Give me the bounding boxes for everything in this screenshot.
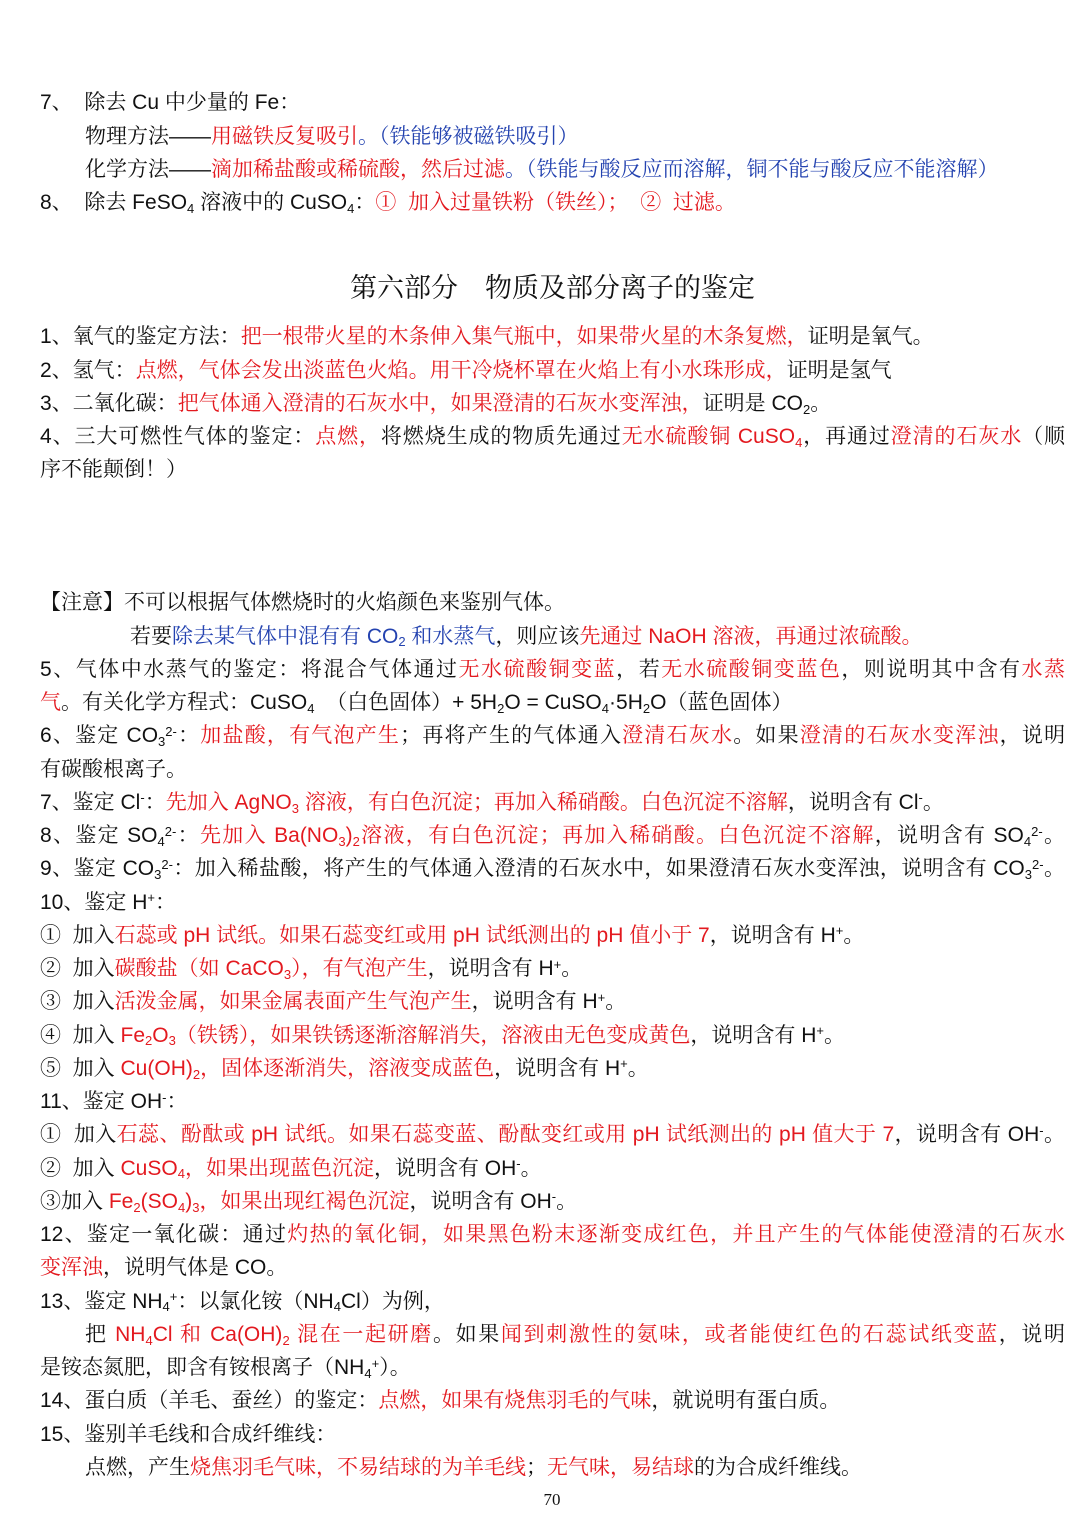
text-run: 序不能颠倒！） bbox=[40, 458, 187, 482]
superscript: + bbox=[371, 1355, 380, 1371]
red-key-text: 先加入 AgNO bbox=[165, 790, 292, 814]
subscript: 3 bbox=[158, 734, 166, 750]
red-key-text: ) bbox=[345, 824, 353, 848]
content-line bbox=[40, 819, 1065, 852]
text-run: 。 bbox=[561, 957, 583, 981]
text-run: 3、二氧化碳： bbox=[40, 391, 178, 415]
red-key-text: ) bbox=[185, 1189, 193, 1213]
content-line bbox=[40, 919, 1065, 952]
red-key-text: 混在一起研磨 bbox=[289, 1322, 433, 1346]
superscript: + bbox=[597, 989, 606, 1005]
red-key-text: ），有气泡产生 bbox=[291, 957, 428, 981]
red-key-text: 把气体通入澄清的石灰水中，如果澄清的石灰水变浑浊， bbox=[177, 391, 703, 415]
red-key-text: 用磁铁反复吸引 bbox=[211, 124, 358, 148]
red-key-text: 无水硫酸铜变蓝 bbox=[458, 657, 617, 681]
text-run: ，说明含有 OH bbox=[409, 1189, 552, 1213]
superscript: 2- bbox=[161, 856, 173, 872]
subscript: 3 bbox=[283, 966, 292, 982]
red-key-text: 点燃， bbox=[315, 425, 381, 449]
red-key-text: 点燃，如果有烧焦羽毛的气味 bbox=[378, 1389, 652, 1413]
text-run: 15、鉴别羊毛线和合成纤维线： bbox=[40, 1422, 337, 1446]
red-key-text: 烧焦羽毛气味，不易结球的为羊毛线 bbox=[190, 1455, 526, 1479]
text-run: 有碳酸根离子。 bbox=[40, 757, 187, 781]
content-line bbox=[40, 1451, 1065, 1484]
text-run: 。 bbox=[1043, 1123, 1065, 1147]
gas-result-line-co bbox=[40, 520, 1065, 553]
subscript: 4 bbox=[795, 434, 803, 450]
text-run: ，说明含有 H bbox=[427, 957, 554, 981]
gas-result-line-ch4 bbox=[40, 553, 1065, 586]
gas-result-line-h2 bbox=[40, 487, 1065, 520]
text-run: O = CuSO bbox=[504, 691, 602, 715]
text-run: 。 bbox=[843, 923, 865, 947]
text-run: ，就说明有蛋白质。 bbox=[651, 1389, 841, 1413]
subscript: 2 bbox=[803, 401, 811, 417]
subscript: 4 bbox=[601, 700, 610, 716]
text-run: 。 bbox=[605, 990, 627, 1014]
text-run: 是铵态氮肥，即含有铵根离子（NH bbox=[40, 1356, 365, 1380]
superscript: - bbox=[918, 790, 923, 806]
text-run: O（蓝色固体） bbox=[650, 691, 793, 715]
superscript: - bbox=[551, 1189, 557, 1205]
subscript: 3 bbox=[154, 867, 162, 883]
text-run: ： bbox=[144, 790, 166, 814]
content-line bbox=[40, 1085, 1065, 1118]
text-run: 证明是氢气 bbox=[786, 358, 892, 382]
content-line bbox=[40, 1285, 1065, 1318]
red-key-text: ① 加入过量铁粉（铁丝）； ② 过滤。 bbox=[375, 191, 736, 215]
superscript: - bbox=[140, 790, 145, 806]
red-key-text: 水蒸 bbox=[1021, 657, 1065, 681]
subscript: 2 bbox=[497, 700, 505, 716]
red-key-text: 澄清的石灰水变浑浊 bbox=[799, 724, 1000, 748]
red-key-text: 无水硫酸铜变蓝色 bbox=[661, 657, 842, 681]
text-run: ：以氯化铵（NH bbox=[177, 1289, 334, 1313]
red-key-text: 气 bbox=[40, 691, 61, 715]
text-run: （白色固体）+ 5H bbox=[314, 691, 498, 715]
text-run: ，若 bbox=[616, 657, 662, 681]
content-line bbox=[40, 1118, 1065, 1151]
text-run: ： bbox=[354, 191, 376, 215]
content-line bbox=[40, 1218, 1065, 1251]
subscript: 4 bbox=[162, 1299, 170, 1315]
subscript: 2 bbox=[352, 833, 360, 849]
text-run: ，则说明其中含有 bbox=[841, 657, 1022, 681]
subscript: 4 bbox=[333, 1299, 341, 1315]
text-run: （顺 bbox=[1022, 425, 1065, 449]
content-line bbox=[40, 786, 1065, 819]
text-run: ① 加入 bbox=[40, 923, 115, 947]
text-run: 12、鉴定一氧化碳：通过 bbox=[40, 1223, 288, 1247]
text-run: ）。 bbox=[379, 1356, 411, 1380]
text-run: ⑤ 加入 bbox=[40, 1056, 121, 1080]
red-key-text: 加盐酸，有气泡产生 bbox=[200, 724, 401, 748]
text-run: ，则应该 bbox=[495, 624, 580, 648]
blue-note-text: 。（铁能与酸反应而溶解，铜不能与酸反应不能溶解） bbox=[505, 158, 999, 182]
content-line bbox=[40, 453, 1065, 486]
red-key-text: 溶液，有白色沉淀；再加入稀硝酸。白色沉淀不溶解 bbox=[298, 790, 788, 814]
subscript: 4 bbox=[177, 1166, 185, 1182]
text-run: ： bbox=[176, 824, 200, 848]
red-key-text: 先加入 Ba(NO bbox=[199, 824, 339, 848]
red-key-text: 先通过 NaOH 溶液，再通过浓硫酸。 bbox=[579, 624, 923, 648]
red-key-text: 活泼金属，如果金属表面产生气泡产生 bbox=[114, 990, 472, 1014]
item-7-line bbox=[40, 86, 1065, 119]
subscript: 2 bbox=[642, 700, 651, 716]
subscript: 3 bbox=[1024, 867, 1032, 883]
text-run: ： bbox=[176, 724, 201, 748]
content-line bbox=[40, 1384, 1065, 1417]
text-run: 4、三大可燃性气体的鉴定： bbox=[40, 425, 316, 449]
superscript: 2- bbox=[164, 823, 177, 839]
text-run: 8、 除去 FeSO bbox=[40, 191, 188, 215]
item-8-line bbox=[40, 186, 1065, 219]
text-run: 7、 除去 Cu 中少量的 Fe： bbox=[40, 91, 301, 115]
content-line bbox=[40, 852, 1065, 885]
subscript: 4 bbox=[157, 833, 165, 849]
text-run: 将燃烧生成的物质先通过 bbox=[380, 425, 622, 449]
text-run: 。 bbox=[627, 1056, 649, 1080]
red-key-text: 把一根带火星的木条伸入集气瓶中，如果带火星的木条复燃， bbox=[240, 325, 808, 349]
superscript: + bbox=[816, 1023, 824, 1039]
subscript: 2 bbox=[192, 1066, 201, 1082]
red-key-text: NH bbox=[115, 1322, 146, 1346]
text-run: 点燃，产生 bbox=[85, 1455, 190, 1479]
subscript: 4 bbox=[1023, 833, 1032, 849]
blue-note-text: 除去某气体中混有有 CO bbox=[172, 624, 399, 648]
content-line bbox=[40, 886, 1065, 919]
identification-section bbox=[40, 320, 1070, 1484]
red-key-text: 无气味，易结球 bbox=[547, 1455, 694, 1479]
red-key-text: Cu(OH) bbox=[120, 1056, 193, 1080]
text-run: 14、蛋白质（羊毛、蚕丝）的鉴定： bbox=[40, 1389, 379, 1413]
content-line bbox=[40, 387, 1065, 420]
text-run: 证明是氧气。 bbox=[807, 325, 934, 349]
subscript: 4 bbox=[177, 1199, 186, 1215]
text-run: 。如果 bbox=[432, 1322, 501, 1346]
text-run: 。如果 bbox=[733, 724, 800, 748]
content-line bbox=[40, 1418, 1065, 1451]
text-run: ② 加入 bbox=[40, 1156, 121, 1180]
red-key-text: 溶液，有白色沉淀；再加入稀硝酸。白色沉淀不溶解 bbox=[359, 824, 875, 848]
subscript: 4 bbox=[307, 700, 315, 716]
text-run: 7、鉴定 Cl bbox=[40, 790, 141, 814]
text-run: 13、鉴定 NH bbox=[40, 1289, 163, 1313]
chemical-method-line bbox=[40, 153, 1065, 186]
text-run: ② 加入 bbox=[40, 957, 115, 981]
text-run: ： bbox=[166, 1090, 188, 1114]
subscript: 2 bbox=[133, 1199, 141, 1215]
content-line bbox=[40, 985, 1065, 1018]
text-run: 【注意】不可以根据气体燃烧时的火焰颜色来鉴别气体。 bbox=[40, 591, 565, 615]
text-run: 1、氧气的鉴定方法： bbox=[40, 325, 241, 349]
text-run: ，说明 bbox=[999, 724, 1065, 748]
content-line bbox=[40, 686, 1065, 719]
red-key-text: (SO bbox=[140, 1189, 178, 1213]
subscript: 3 bbox=[291, 800, 299, 816]
text-run: 9、鉴定 CO bbox=[40, 857, 155, 881]
text-run: ④ 加入 bbox=[40, 1023, 121, 1047]
superscript: 2- bbox=[1032, 856, 1044, 872]
red-key-text: 闻到刺激性的氨味，或者能使红色的石蕊试纸变蓝 bbox=[500, 1322, 999, 1346]
text-run: 8、鉴定 SO bbox=[40, 824, 158, 848]
red-key-text: 碳酸盐（如 CaCO bbox=[114, 957, 284, 981]
subscript: 2 bbox=[398, 634, 406, 650]
content-line bbox=[40, 1351, 1065, 1384]
content-line bbox=[40, 1251, 1065, 1284]
red-key-text: ，如果出现红褐色沉淀 bbox=[199, 1189, 410, 1213]
physical-method-line bbox=[40, 120, 1065, 153]
red-key-text: 石蕊或 pH 试纸。如果石蕊变红或用 pH 试纸测出的 pH 值小于 7 bbox=[114, 923, 710, 947]
text-run: 10、鉴定 H bbox=[40, 890, 148, 914]
content-line bbox=[40, 952, 1065, 985]
red-key-text: ，如果出现蓝色沉淀 bbox=[184, 1156, 374, 1180]
content-line bbox=[40, 354, 1065, 387]
subscript: 3 bbox=[338, 833, 346, 849]
red-key-text: Fe bbox=[120, 1023, 146, 1047]
content-line bbox=[40, 1152, 1065, 1185]
red-key-text: CuSO bbox=[120, 1156, 178, 1180]
subscript: 3 bbox=[168, 1033, 176, 1049]
text-run: ，说明含有 Cl bbox=[787, 790, 919, 814]
text-run: 。 bbox=[922, 790, 944, 814]
superscript: + bbox=[169, 1289, 178, 1305]
red-key-text: 滴加稀盐酸或稀硫酸，然后过滤 bbox=[211, 158, 505, 182]
note-line bbox=[40, 586, 1065, 619]
subscript: 4 bbox=[347, 201, 355, 217]
superscript: + bbox=[620, 1056, 628, 1072]
text-run: 的为合成纤维线。 bbox=[694, 1455, 862, 1479]
content-line bbox=[40, 320, 1065, 353]
red-key-text: Cl 和 Ca(OH) bbox=[152, 1322, 283, 1346]
text-run: ，说明含有 OH bbox=[373, 1156, 517, 1180]
text-run: 。 bbox=[1043, 857, 1065, 881]
blue-note-text: 。（铁能够被磁铁吸引） bbox=[358, 124, 579, 148]
content-line bbox=[40, 1318, 1065, 1351]
red-key-text: 无水硫酸铜 CuSO bbox=[621, 425, 796, 449]
text-run: ；再将产生的气体通入 bbox=[400, 724, 623, 748]
text-run: 若要 bbox=[130, 624, 172, 648]
text-run: ，再通过 bbox=[802, 425, 891, 449]
content-line bbox=[40, 1019, 1065, 1052]
content-line bbox=[40, 753, 1065, 786]
red-key-text: ，固体逐渐消失，溶液变成蓝色 bbox=[200, 1056, 495, 1080]
text-run: 2、氢气： bbox=[40, 358, 136, 382]
text-run: 。 bbox=[520, 1156, 542, 1180]
text-run: 。 bbox=[556, 1189, 578, 1213]
red-key-text: 石蕊、酚酞或 pH 试纸。如果石蕊变蓝、酚酞变红或用 pH 试纸测出的 pH 值大于 7 bbox=[116, 1123, 895, 1147]
subscript: 4 bbox=[364, 1365, 372, 1381]
text-run: ，说明含有 H bbox=[709, 923, 836, 947]
superscript: + bbox=[553, 956, 562, 972]
red-key-text: 变浑浊 bbox=[40, 1256, 103, 1280]
content-line bbox=[40, 653, 1065, 686]
text-run: ③ 加入 bbox=[40, 990, 115, 1014]
text-run: ： bbox=[154, 890, 176, 914]
content-line bbox=[40, 1185, 1065, 1218]
superscript: - bbox=[516, 1156, 521, 1172]
subscript: 4 bbox=[145, 1332, 153, 1348]
text-run: 把 bbox=[85, 1322, 116, 1346]
red-key-text: 澄清石灰水 bbox=[622, 724, 734, 748]
text-run: 物理方法—— bbox=[85, 124, 211, 148]
text-run: ，说明含有 H bbox=[471, 990, 598, 1014]
subscript: 2 bbox=[145, 1033, 153, 1049]
superscript: + bbox=[835, 923, 844, 939]
text-run: 。 bbox=[1042, 824, 1065, 848]
red-key-text: （铁锈），如果铁锈逐渐溶解消失，溶液由无色变成黄色 bbox=[175, 1023, 691, 1047]
text-run: ，说明 bbox=[998, 1322, 1065, 1346]
note-detail-line bbox=[40, 620, 1065, 653]
text-run: ，说明含有 OH bbox=[894, 1123, 1040, 1147]
blue-note-text: 和水蒸气 bbox=[405, 624, 496, 648]
text-run: ，说明含有 H bbox=[494, 1056, 621, 1080]
superscript: 2- bbox=[1031, 823, 1043, 839]
text-run: 。 bbox=[810, 391, 832, 415]
red-key-text: 灼热的氧化铜，如果黑色粉末逐渐变成红色，并且产生的气体能使澄清的石灰水 bbox=[287, 1223, 1065, 1247]
text-run: 。 bbox=[823, 1023, 845, 1047]
text-run: 5、气体中水蒸气的鉴定：将混合气体通过 bbox=[40, 657, 459, 681]
red-key-text: O bbox=[152, 1023, 169, 1047]
red-key-text: Fe bbox=[108, 1189, 134, 1213]
text-run: ① 加入 bbox=[40, 1123, 117, 1147]
superscript: 2- bbox=[165, 723, 177, 739]
content-line bbox=[40, 1052, 1065, 1085]
text-run: 溶液中的 CuSO bbox=[194, 191, 348, 215]
subscript: 2 bbox=[282, 1332, 290, 1348]
text-run: ③加入 bbox=[40, 1189, 109, 1213]
text-run: ：加入稀盐酸，将产生的气体通入澄清的石灰水中，如果澄清石灰水变浑浊，说明含有 CO bbox=[172, 857, 1025, 881]
content-line bbox=[40, 420, 1065, 453]
text-run: Cl）为例， bbox=[340, 1289, 445, 1313]
red-key-text: 点燃，气体会发出淡蓝色火焰。用干冷烧杯罩在火焰上有小水珠形成， bbox=[135, 358, 787, 382]
superscript: - bbox=[1039, 1122, 1044, 1138]
text-run: ，说明含有 SO bbox=[874, 824, 1024, 848]
text-run: ·5H bbox=[609, 691, 643, 715]
text-run: ； bbox=[526, 1455, 547, 1479]
removal-methods-section bbox=[40, 86, 1070, 220]
text-run: ，说明含有 H bbox=[690, 1023, 817, 1047]
content-line bbox=[40, 719, 1065, 752]
text-run: ，说明气体是 CO。 bbox=[103, 1256, 288, 1280]
subscript: 4 bbox=[187, 201, 195, 217]
text-run: 化学方法—— bbox=[85, 158, 211, 182]
superscript: - bbox=[162, 1089, 167, 1105]
subscript: 3 bbox=[192, 1199, 200, 1215]
page-number: 70 bbox=[543, 1490, 561, 1509]
superscript: + bbox=[147, 890, 155, 906]
text-run: 6、鉴定 CO bbox=[40, 724, 159, 748]
text-run: 11、鉴定 OH bbox=[40, 1090, 163, 1114]
text-run: 证明是 CO bbox=[702, 391, 804, 415]
red-key-text: 澄清的石灰水 bbox=[890, 425, 1023, 449]
section-title: 第六部分 物质及部分离子的鉴定 bbox=[350, 273, 755, 303]
text-run: 。有关化学方程式：CuSO bbox=[61, 691, 308, 715]
